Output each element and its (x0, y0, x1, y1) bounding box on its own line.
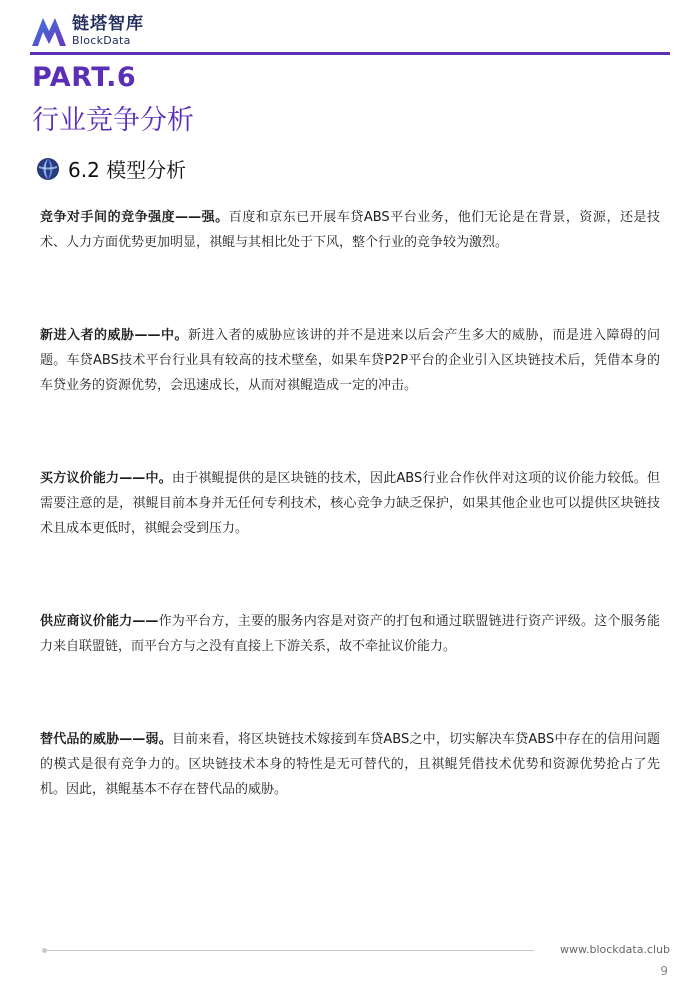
section-title: 6.2 模型分析 (68, 158, 187, 182)
brand-name-cn: 链塔智库 (72, 14, 144, 34)
paragraph-new-entrants (40, 323, 660, 398)
paragraph-supplier-power (40, 609, 660, 659)
paragraph-body: 百度和京东已开展车贷ABS平台业务，他们无论是在背景，资源，还是技术、人力方面优势更加明显，祺鲲与其相比处于下风，整个行业的竞争较为激烈。 (40, 210, 660, 250)
footer-url[interactable]: www.blockdata.club (560, 943, 670, 956)
brand-name-en: BlockData (72, 34, 131, 47)
section-heading (36, 154, 186, 183)
article-body (40, 205, 660, 870)
paragraph-body: 作为平台方，主要的服务内容是对资产的打包和通过联盟链进行资产评级。这个服务能力来自联盟链，而平台方与之没有直接上下游关系，故不牵扯议价能力。 (40, 614, 660, 654)
globe-icon (36, 157, 60, 181)
paragraph-lead: 买方议价能力——中。 (40, 471, 172, 486)
paragraph-lead: 新进入者的威胁——中。 (40, 328, 188, 343)
brand-header (30, 14, 144, 48)
header-divider (30, 52, 670, 55)
paragraph-lead: 供应商议价能力—— (40, 614, 159, 629)
paragraph-buyer-power (40, 466, 660, 541)
part-title: 行业竞争分析 (32, 105, 194, 136)
paragraph-body: 由于祺鲲提供的是区块链的技术，因此ABS行业合作伙伴对这项的议价能力较低。但需要注意的是，祺鲲目前本身并无任何专利技术，核心竞争力缺乏保护，如果其他企业也可以提供区块链技术且成本更低时，祺鲲会受到压力。 (40, 471, 660, 536)
paragraph-rivalry (40, 205, 660, 255)
paragraph-body: 新进入者的威胁应该讲的并不是进来以后会产生多大的威胁，而是进入障碍的问题。车贷ABS技术平台行业具有较高的技术壁垒，如果车贷P2P平台的企业引入区块链技术后，凭借本身的车贷业务的资源优势，会迅速成长，从而对祺鲲造成一定的冲击。 (40, 328, 660, 393)
paragraph-lead: 替代品的威胁——弱。 (40, 732, 172, 747)
footer-divider (44, 950, 534, 951)
paragraph-substitutes (40, 727, 660, 802)
paragraph-body: 目前来看，将区块链技术嫁接到车贷ABS之中，切实解决车贷ABS中存在的信用问题的模式是很有竞争力的。区块链技术本身的特性是无可替代的，且祺鲲凭借技术优势和资源优势抢占了先机。因此，祺鲲基本不存在替代品的威胁。 (40, 732, 660, 797)
page-number: 9 (660, 964, 668, 978)
part-label: PART.6 (32, 62, 137, 93)
paragraph-lead: 竞争对手间的竞争强度——强。 (40, 210, 229, 225)
blockdata-logo-icon (30, 14, 68, 48)
